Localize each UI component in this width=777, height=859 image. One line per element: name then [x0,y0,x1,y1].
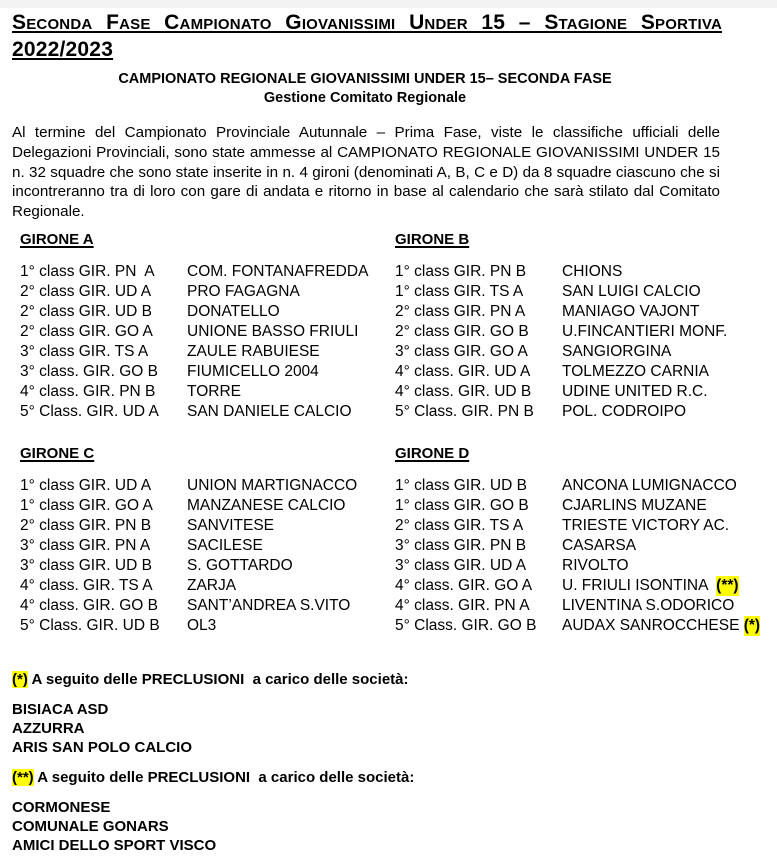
girone-b-list [395,262,727,422]
team-name: RIVOLTO [562,557,629,574]
team-name: OL3 [187,617,217,634]
team-row [20,282,368,302]
team-row [20,302,368,322]
qualification-position: 3° class GIR. UD A [395,557,527,574]
team-row [395,382,727,402]
team-row [20,362,368,382]
championship-subtitle: CAMPIONATO REGIONALE GIOVANISSIMI UNDER 15– SECONDA FASE [118,71,612,87]
qualification-position: 5° Class. GIR. UD A [20,403,159,420]
qualification-position: 4° class. GIR. GO A [395,577,533,594]
team-name: CASARSA [562,537,637,554]
qualification-position: 5° Class. GIR. UD B [20,617,160,634]
qualification-position: 4° class. GIR. TS A [20,577,153,594]
team-name: U.FINCANTIERI MONF. [562,323,728,340]
team-row [20,596,357,616]
team-row [395,262,727,282]
qualification-position: 5° Class. GIR. GO B [395,617,537,634]
team-name: TOLMEZZO CARNIA [562,363,709,380]
note-single-asterisk-teams [12,701,192,757]
qualification-position: 2° class GIR. TS A [395,517,524,534]
girone-c-title: GIRONE C [20,445,95,462]
team-name: UNION MARTIGNACCO [187,477,358,494]
team-row [20,556,357,576]
team-row [20,476,357,496]
note-single-asterisk [12,671,409,688]
team-row [20,516,357,536]
team-row [20,262,368,282]
team-row [395,576,760,596]
page-title: Seconda Fase Campionato Giovanissimi Under 15 – Stagione Sportiva 2022/2023 [12,11,722,61]
qualification-position: 2° class GIR. GO A [20,323,153,340]
page-top-band [0,0,777,8]
team-row [395,516,760,536]
qualification-position: 4° class. GIR. UD B [395,383,532,400]
team-row [20,322,368,342]
qualification-position: 1° class GIR. PN A [20,263,155,280]
team-row [20,342,368,362]
qualification-position: 1° class GIR. TS A [395,283,524,300]
team-row [395,322,727,342]
note-text: A seguito delle PRECLUSIONI a carico delle società: [27,671,409,688]
team-name: MANZANESE CALCIO [187,497,346,514]
precluded-team: ARIS SAN POLO CALCIO [12,738,193,756]
team-name: ANCONA LUMIGNACCO [562,477,737,494]
qualification-position: 2° class GIR. PN A [395,303,526,320]
team-name: SANGIORGINA [562,343,672,360]
team-name: UNIONE BASSO FRIULI [187,323,359,340]
team-name: U. FRIULI ISONTINA [562,577,717,594]
precluded-team: AMICI DELLO SPORT VISCO [12,836,217,854]
team-name: AUDAX SANROCCHESE [562,617,744,634]
team-row [395,556,760,576]
precluded-team: BISIACA ASD [12,701,109,718]
qualification-position: 2° class GIR. PN B [20,517,152,534]
qualification-position: 1° class GIR. UD B [395,477,527,494]
team-row [395,282,727,302]
team-row [20,576,357,596]
team-row [395,496,760,516]
qualification-position: 3° class. GIR. GO B [20,363,158,380]
team-row [20,496,357,516]
team-name: MANIAGO VAJONT [562,303,700,320]
team-row [395,302,727,322]
girone-c-list [20,476,357,636]
girone-a-title: GIRONE A [20,231,94,248]
qualification-position: 4° class. GIR. PN A [395,597,530,614]
qualification-position: 4° class. GIR. PN B [20,383,156,400]
qualification-position: 3° class GIR. PN A [20,537,151,554]
team-name: SANVITESE [187,517,274,534]
team-row [20,616,357,636]
qualification-position: 1° class GIR. PN B [395,263,527,280]
team-row [395,342,727,362]
qualification-position: 4° class. GIR. UD A [395,363,531,380]
team-row [395,616,760,636]
team-row [395,536,760,556]
team-row [395,476,760,496]
girone-d-title: GIRONE D [395,445,470,462]
qualification-position: 5° Class. GIR. PN B [395,403,534,420]
team-name: SACILESE [187,537,263,554]
team-name: ZAULE RABUIESE [187,343,320,360]
qualification-position: 3° class GIR. TS A [20,343,149,360]
team-name: DONATELLO [187,303,280,320]
team-name: POL. CODROIPO [562,403,687,420]
team-name: UDINE UNITED R.C. [562,383,708,400]
qualification-position: 2° class GIR. GO B [395,323,529,340]
qualification-position: 2° class GIR. UD B [20,303,152,320]
preclusion-mark: (**) [716,577,739,594]
note-text: A seguito delle PRECLUSIONI a carico delle società: [33,769,415,786]
team-name: TRIESTE VICTORY AC. [562,517,730,534]
note-mark: (**) [12,769,34,786]
team-name: CHIONS [562,263,623,280]
qualification-position: 4° class. GIR. GO B [20,597,158,614]
team-name: SAN LUIGI CALCIO [562,283,701,300]
note-double-asterisk-teams [12,799,216,855]
qualification-position: 1° class GIR. GO A [20,497,153,514]
note-double-asterisk [12,769,414,786]
preclusion-mark: (*) [743,617,761,634]
team-row [395,362,727,382]
girone-a-list [20,262,368,422]
note-mark: (*) [12,671,28,688]
team-row [395,402,727,422]
precluded-team: CORMONESE [12,799,111,816]
team-name: PRO FAGAGNA [187,283,300,300]
management-subtitle: Gestione Comitato Regionale [263,90,467,106]
qualification-position: 3° class GIR. PN B [395,537,527,554]
girone-b-title: GIRONE B [395,231,470,248]
team-name: SAN DANIELE CALCIO [187,403,352,420]
team-name: S. GOTTARDO [187,557,293,574]
team-name: COM. FONTANAFREDDA [187,263,369,280]
team-row [395,596,760,616]
team-name: TORRE [187,383,241,400]
qualification-position: 3° class GIR. UD B [20,557,152,574]
team-name: CJARLINS MUZANE [562,497,707,514]
team-row [20,382,368,402]
precluded-team: AZZURRA [12,719,85,737]
qualification-position: 1° class GIR. GO B [395,497,529,514]
team-row [20,536,357,556]
intro-paragraph: Al termine del Campionato Provinciale Autunnale – Prima Fase, viste le classifiche ufficiali delle Delegazioni Provinciali, sono state ammesse al CAMPIONATO REGIONALE GIOVANISSIMI UNDER 15 n. 32 squadre che sono state inserite in n. 4 gironi (denominati A, B, C e D) da 8 squadre ciascuno che si incontreranno tra di loro con gare di andata e ritorno in base al calendario che sarà stilato dal Comitato Regionale. [12,124,720,221]
girone-d-list [395,476,760,636]
team-row [20,402,368,422]
qualification-position: 2° class GIR. UD A [20,283,152,300]
precluded-team: COMUNALE GONARS [12,817,169,835]
qualification-position: 3° class GIR. GO A [395,343,528,360]
qualification-position: 1° class GIR. UD A [20,477,152,494]
team-name: LIVENTINA S.ODORICO [562,597,735,614]
team-name: SANT’ANDREA S.VITO [187,597,351,614]
team-name: FIUMICELLO 2004 [187,363,319,380]
team-name: ZARJA [187,577,237,594]
